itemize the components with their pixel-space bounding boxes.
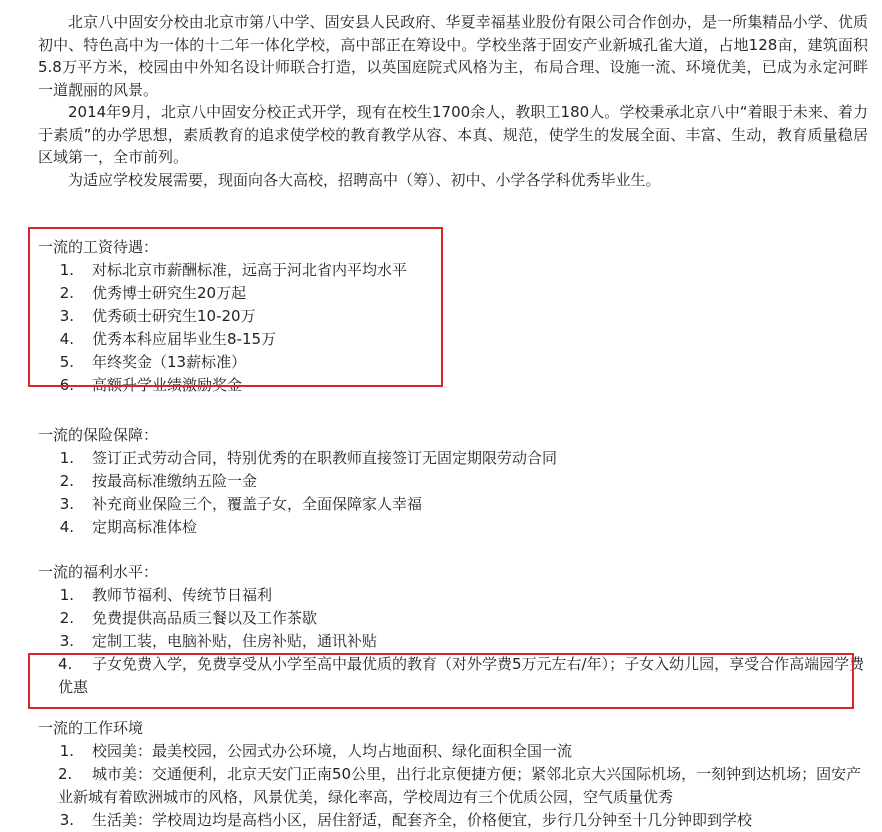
insurance-list	[38, 447, 868, 539]
list-item	[38, 740, 868, 763]
list-item	[38, 809, 868, 832]
intro-paragraph: 2014年9月，北京八中固安分校正式开学，现有在校生1700余人，教职工180人。学校秉承北京八中“着眼于未来、着力于素质”的办学思想，素质教育的追求使学校的教育教学从容、本真、规范，使学生的发展全面、丰富、生动，教育质量稳居区域第一，全市前列。	[38, 103, 868, 166]
list-item	[38, 493, 868, 516]
item-text: 高额升学业绩激励奖金	[92, 376, 243, 394]
item-text: 按最高标准缴纳五险一金	[92, 472, 258, 490]
list-item	[38, 607, 868, 630]
item-text: 子女免费入学，免费享受从小学至高中最优质的教育（对外学费5万元左右/年）；子女入幼儿园，享受合作高端园学费优惠	[58, 655, 865, 696]
benefits-section	[38, 561, 868, 699]
item-text: 对标北京市薪酬标准，远高于河北省内平均水平	[92, 261, 408, 279]
item-text: 优秀硕士研究生10-20万	[92, 307, 256, 325]
salary-highlight-box	[28, 227, 443, 387]
item-number: 1.	[59, 261, 74, 279]
list-item	[38, 630, 868, 653]
intro-paragraph: 北京八中固安分校由北京市第八中学、固安县人民政府、华夏幸福基业股份有限公司合作创办，是一所集精品小学、优质初中、特色高中为一体的十二年一体化学校，高中部正在筹设中。学校坐落于固安产业新城孔雀大道，占地128亩，建筑面积5.8万平方米，校园由中外知名设计师联合打造，以英国庭院式风格为主，布局合理、设施一流、环境优美，已成为永定河畔一道靓丽的风景。	[38, 13, 868, 99]
item-number: 1.	[59, 586, 74, 604]
document-body	[38, 11, 868, 832]
item-number: 6.	[59, 376, 74, 394]
item-text: 签订正式劳动合同，特别优秀的在职教师直接签订无固定期限劳动合同	[92, 449, 558, 467]
item-text: 生活美：学校周边均是高档小区，居住舒适，配套齐全，价格便宜，步行几分钟至十几分钟即到学校	[92, 811, 753, 829]
item-number: 4.	[59, 330, 74, 348]
section-title: 一流的工资待遇：	[38, 238, 159, 256]
insurance-section	[38, 424, 868, 539]
item-number: 2.	[59, 609, 74, 627]
list-item	[38, 516, 868, 539]
item-text: 定期高标准体检	[92, 518, 198, 536]
section-title: 一流的保险保障：	[38, 426, 159, 444]
salary-section	[38, 236, 868, 397]
item-number: 2.	[59, 472, 74, 490]
section-title: 一流的工作环境	[38, 719, 144, 737]
intro-paragraph: 为适应学校发展需要，现面向各大高校，招聘高中（筹）、初中、小学各学科优秀毕业生。	[68, 170, 661, 189]
item-text: 定制工装，电脑补贴，住房补贴，通讯补贴	[92, 632, 378, 650]
intro-block	[38, 11, 868, 191]
list-item	[38, 447, 868, 470]
item-number: 3.	[59, 307, 74, 325]
benefits-highlight-box	[28, 653, 854, 709]
item-text: 补充商业保险三个，覆盖子女，全面保障家人幸福	[92, 495, 423, 513]
environment-list	[38, 740, 868, 832]
list-item	[38, 763, 868, 809]
item-number: 1.	[59, 742, 74, 760]
item-text: 校园美：最美校园，公园式办公环境，人均占地面积、绿化面积全国一流	[92, 742, 573, 760]
item-number: 4.	[58, 655, 73, 673]
item-number: 3.	[59, 811, 74, 829]
item-number: 2.	[59, 284, 74, 302]
item-number: 2.	[58, 765, 73, 783]
section-title: 一流的福利水平：	[38, 563, 159, 581]
item-number: 5.	[59, 353, 74, 371]
list-item	[38, 584, 868, 607]
item-number: 3.	[59, 495, 74, 513]
item-text: 免费提供高品质三餐以及工作茶歇	[92, 609, 318, 627]
item-text: 优秀博士研究生20万起	[92, 284, 247, 302]
item-text: 年终奖金（13薪标准）	[92, 353, 247, 371]
item-number: 3.	[59, 632, 74, 650]
item-text: 城市美：交通便利，北京天安门正南50公里，出行北京便捷方便；紧邻北京大兴国际机场，一刻钟到达机场；固安产业新城有着欧洲城市的风格，风景优美，绿化率高，学校周边有三个优质公园，空气质量优秀	[58, 765, 862, 806]
item-number: 4.	[59, 518, 74, 536]
item-text: 教师节福利、传统节日福利	[92, 586, 273, 604]
item-text: 优秀本科应届毕业生8-15万	[92, 330, 277, 348]
list-item	[38, 470, 868, 493]
item-number: 1.	[59, 449, 74, 467]
